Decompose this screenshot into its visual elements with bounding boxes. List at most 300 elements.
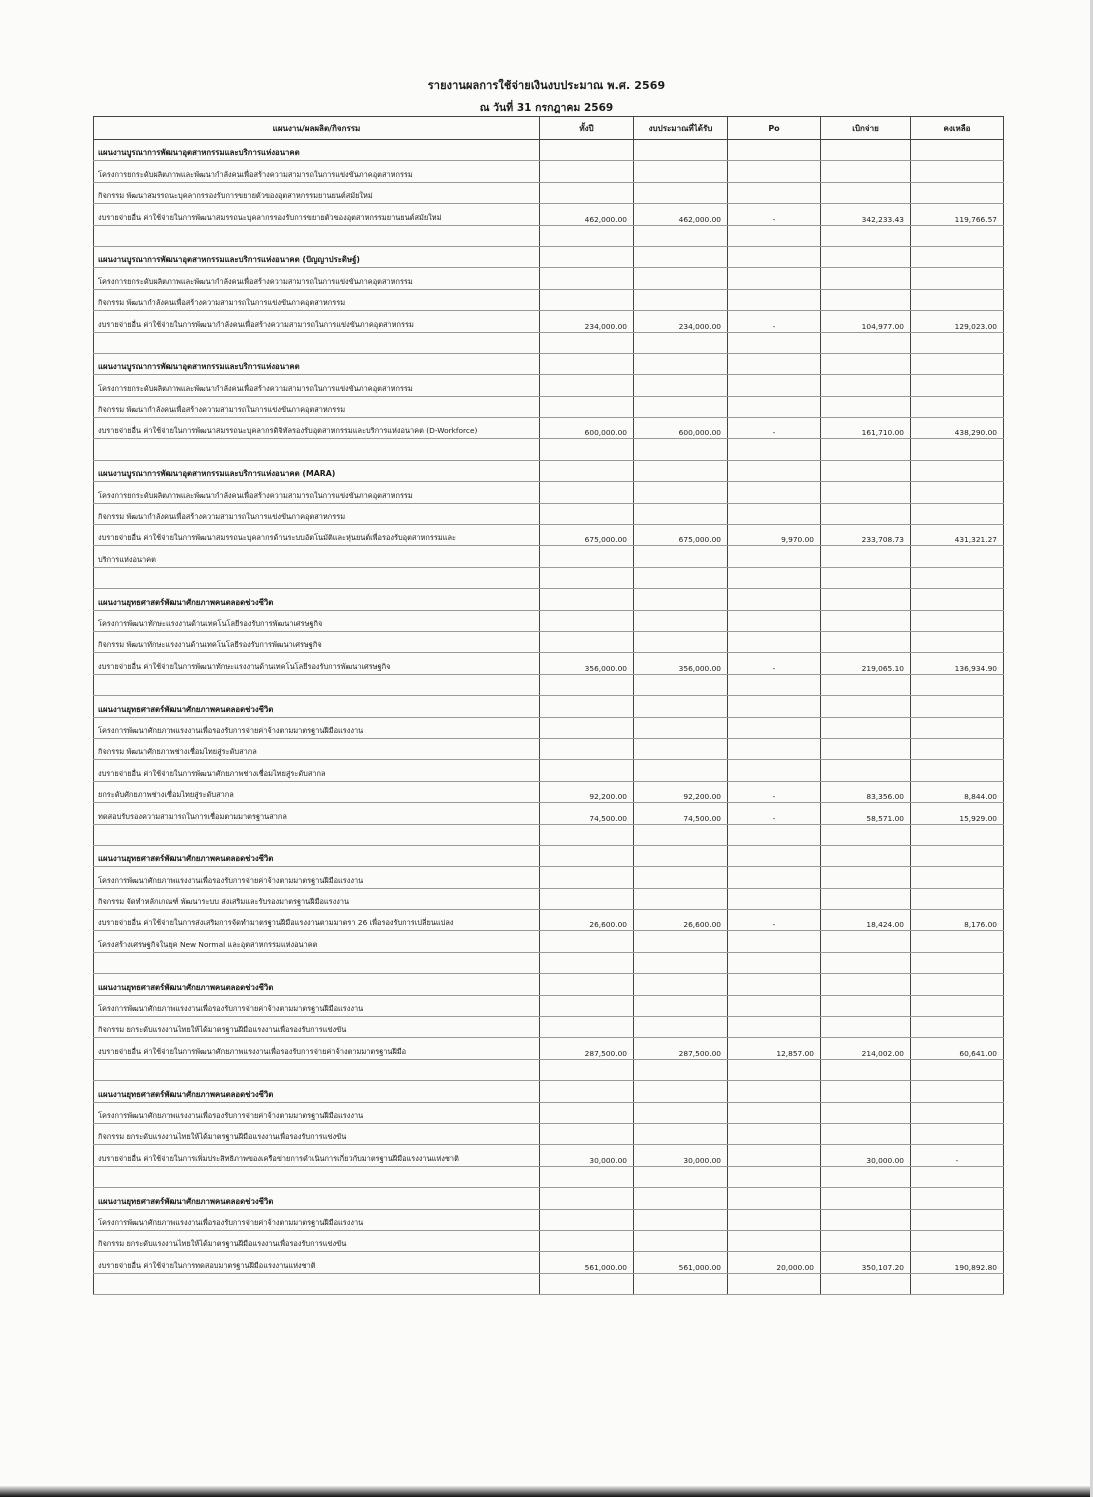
empty-cell: [911, 182, 1004, 203]
table-row: [94, 781, 1004, 802]
empty-cell: [94, 332, 540, 353]
empty-cell: [728, 760, 821, 781]
section-heading: แผนงานยุทธศาสตร์พัฒนาศักยภาพคนตลอดช่วงชีวิต: [94, 1081, 540, 1102]
empty-cell: [821, 332, 911, 353]
spacer-row: [94, 225, 1004, 246]
empty-cell: [634, 289, 728, 310]
table-row: [94, 1145, 1004, 1166]
line-text: โครงการพัฒนาศักยภาพแรงงานเพื่อรองรับการจ่ายค่าจ้างตามมาตรฐานฝีมือแรงงาน: [94, 1209, 540, 1230]
empty-cell: [911, 567, 1004, 588]
po-amount: -: [728, 653, 821, 674]
full-year-amount: 26,600.00: [540, 910, 634, 931]
empty-cell: [911, 268, 1004, 289]
empty-cell: [728, 1102, 821, 1123]
po-amount: -: [728, 910, 821, 931]
scan-bottom-edge: [0, 1486, 1093, 1497]
line-text: โครงการยกระดับผลิตภาพและพัฒนากำลังคนเพื่อสร้างความสามารถในการแข่งขันภาคอุตสาหกรรม: [94, 482, 540, 503]
disbursed-amount: 219,065.10: [821, 653, 911, 674]
empty-cell: [911, 439, 1004, 460]
empty-cell: [821, 268, 911, 289]
empty-cell: [540, 503, 634, 524]
section-heading-row: [94, 1188, 1004, 1209]
line-text: โครงการยกระดับผลิตภาพและพัฒนากำลังคนเพื่อสร้างความสามารถในการแข่งขันภาคอุตสาหกรรม: [94, 268, 540, 289]
table-row: [94, 204, 1004, 225]
empty-cell: [821, 396, 911, 417]
empty-cell: [634, 1081, 728, 1102]
empty-cell: [634, 631, 728, 652]
empty-cell: [540, 482, 634, 503]
section-heading-row: [94, 845, 1004, 866]
empty-cell: [821, 1017, 911, 1038]
po-amount: -: [728, 418, 821, 439]
empty-cell: [634, 396, 728, 417]
empty-cell: [540, 1017, 634, 1038]
empty-cell: [634, 225, 728, 246]
full-year-amount: 462,000.00: [540, 204, 634, 225]
section-line-row: [94, 1209, 1004, 1230]
section-line-row: [94, 888, 1004, 909]
section-line-row: [94, 161, 1004, 182]
remaining-amount: 15,929.00: [911, 803, 1004, 824]
empty-cell: [728, 353, 821, 374]
empty-cell: [728, 161, 821, 182]
empty-cell: [728, 845, 821, 866]
full-year-amount: 600,000.00: [540, 418, 634, 439]
empty-cell: [821, 824, 911, 845]
line-text: โครงการพัฒนาทักษะแรงงานด้านเทคโนโลยีรองรับการพัฒนาเศรษฐกิจ: [94, 610, 540, 631]
received-amount: 30,000.00: [634, 1145, 728, 1166]
section-line-row: [94, 738, 1004, 759]
line-text: กิจกรรม พัฒนากำลังคนเพื่อสร้างความสามารถในการแข่งขันภาคอุตสาหกรรม: [94, 503, 540, 524]
empty-cell: [821, 289, 911, 310]
empty-cell: [540, 1230, 634, 1251]
section-line-row: [94, 760, 1004, 781]
section-line-row: [94, 631, 1004, 652]
section-line-row: [94, 182, 1004, 203]
empty-cell: [911, 974, 1004, 995]
column-header-disbursed: เบิกจ่าย: [821, 117, 911, 140]
empty-cell: [634, 888, 728, 909]
full-year-amount: 561,000.00: [540, 1252, 634, 1273]
empty-cell: [821, 1188, 911, 1209]
empty-cell: [911, 546, 1004, 567]
po-amount: [728, 1145, 821, 1166]
empty-cell: [911, 845, 1004, 866]
section-line-row: [94, 375, 1004, 396]
empty-cell: [634, 738, 728, 759]
empty-cell: [540, 610, 634, 631]
empty-cell: [540, 439, 634, 460]
empty-cell: [540, 375, 634, 396]
column-header-plan: แผนงาน/ผลผลิต/กิจกรรม: [94, 117, 540, 140]
empty-cell: [728, 1230, 821, 1251]
empty-cell: [728, 674, 821, 695]
empty-cell: [634, 845, 728, 866]
remaining-amount: 8,176.00: [911, 910, 1004, 931]
empty-cell: [94, 567, 540, 588]
line-text: บริการแห่งอนาคต: [94, 546, 540, 567]
empty-cell: [728, 246, 821, 267]
empty-cell: [821, 567, 911, 588]
remaining-amount: -: [911, 1145, 1004, 1166]
table-header-row: [94, 117, 1004, 140]
empty-cell: [634, 931, 728, 952]
remaining-amount: 129,023.00: [911, 311, 1004, 332]
empty-cell: [911, 1059, 1004, 1080]
empty-cell: [634, 567, 728, 588]
empty-cell: [634, 696, 728, 717]
empty-cell: [821, 439, 911, 460]
empty-cell: [634, 161, 728, 182]
empty-cell: [821, 931, 911, 952]
empty-cell: [94, 1166, 540, 1187]
spacer-row: [94, 1273, 1004, 1294]
empty-cell: [821, 696, 911, 717]
disbursed-amount: 83,356.00: [821, 781, 911, 802]
empty-cell: [634, 760, 728, 781]
empty-cell: [634, 995, 728, 1016]
empty-cell: [634, 867, 728, 888]
line-text: กิจกรรม พัฒนาทักษะแรงงานด้านเทคโนโลยีรองรับการพัฒนาเศรษฐกิจ: [94, 631, 540, 652]
report-title: รายงานผลการใช้จ่ายเงินงบประมาณ พ.ศ. 2569: [427, 79, 666, 92]
empty-cell: [821, 546, 911, 567]
empty-cell: [911, 1123, 1004, 1144]
disbursed-amount: 342,233.43: [821, 204, 911, 225]
empty-cell: [540, 353, 634, 374]
empty-cell: [540, 567, 634, 588]
empty-cell: [911, 1017, 1004, 1038]
empty-cell: [911, 353, 1004, 374]
empty-cell: [540, 760, 634, 781]
empty-cell: [728, 995, 821, 1016]
empty-cell: [634, 1209, 728, 1230]
expense-label: งบรายจ่ายอื่น ค่าใช้จ่ายในการพัฒนาสมรรถนะบุคลากรดิจิทัลรองรับอุตสาหกรรมและบริการแห่งอนาคต (D-Workforce): [94, 418, 540, 439]
empty-cell: [821, 182, 911, 203]
empty-cell: [911, 460, 1004, 481]
section-heading: แผนงานยุทธศาสตร์พัฒนาศักยภาพคนตลอดช่วงชีวิต: [94, 696, 540, 717]
empty-cell: [911, 888, 1004, 909]
empty-cell: [821, 140, 911, 161]
empty-cell: [94, 824, 540, 845]
spacer-row: [94, 824, 1004, 845]
empty-cell: [728, 268, 821, 289]
expense-label: งบรายจ่ายอื่น ค่าใช้จ่ายในการพัฒนาสมรรถนะบุคลากรรองรับการขยายตัวของอุตสาหกรรมยานยนต์สมัยใหม่: [94, 204, 540, 225]
remaining-amount: 8,844.00: [911, 781, 1004, 802]
empty-cell: [821, 460, 911, 481]
expense-label: งบรายจ่ายอื่น ค่าใช้จ่ายในการพัฒนาทักษะแรงงานด้านเทคโนโลยีรองรับการพัฒนาเศรษฐกิจ: [94, 653, 540, 674]
expense-label: งบรายจ่ายอื่น ค่าใช้จ่ายในการส่งเสริมการจัดทำมาตรฐานฝีมือแรงงานตามมาตรา 26 เพื่อรองรับการเปลี่ยนแปลง: [94, 910, 540, 931]
empty-cell: [728, 332, 821, 353]
empty-cell: [911, 375, 1004, 396]
line-text: โครงการพัฒนาศักยภาพแรงงานเพื่อรองรับการจ่ายค่าจ้างตามมาตรฐานฝีมือแรงงาน: [94, 1102, 540, 1123]
empty-cell: [634, 717, 728, 738]
empty-cell: [634, 610, 728, 631]
column-header-po: Po: [728, 117, 821, 140]
full-year-amount: 287,500.00: [540, 1038, 634, 1059]
empty-cell: [94, 952, 540, 973]
remaining-amount: 190,892.80: [911, 1252, 1004, 1273]
empty-cell: [540, 246, 634, 267]
section-heading-row: [94, 974, 1004, 995]
empty-cell: [911, 824, 1004, 845]
empty-cell: [821, 1059, 911, 1080]
empty-cell: [728, 974, 821, 995]
empty-cell: [728, 460, 821, 481]
empty-cell: [728, 503, 821, 524]
empty-cell: [540, 1081, 634, 1102]
report-date: ณ วันที่ 31 กรกฎาคม 2569: [479, 102, 614, 114]
empty-cell: [821, 631, 911, 652]
empty-cell: [540, 1273, 634, 1294]
empty-cell: [634, 546, 728, 567]
disbursed-amount: 350,107.20: [821, 1252, 911, 1273]
empty-cell: [911, 867, 1004, 888]
column-header-remaining: คงเหลือ: [911, 117, 1004, 140]
table-row: [94, 1038, 1004, 1059]
received-amount: 26,600.00: [634, 910, 728, 931]
empty-cell: [540, 1209, 634, 1230]
empty-cell: [911, 610, 1004, 631]
empty-cell: [540, 225, 634, 246]
empty-cell: [540, 1166, 634, 1187]
received-amount: 561,000.00: [634, 1252, 728, 1273]
empty-cell: [728, 610, 821, 631]
received-amount: 92,200.00: [634, 781, 728, 802]
empty-cell: [911, 696, 1004, 717]
empty-cell: [911, 332, 1004, 353]
empty-cell: [728, 182, 821, 203]
empty-cell: [821, 1230, 911, 1251]
empty-cell: [911, 1102, 1004, 1123]
empty-cell: [540, 589, 634, 610]
spacer-row: [94, 674, 1004, 695]
budget-table-container: [93, 116, 1003, 1295]
remaining-amount: 119,766.57: [911, 204, 1004, 225]
section-heading: แผนงานยุทธศาสตร์พัฒนาศักยภาพคนตลอดช่วงชีวิต: [94, 974, 540, 995]
empty-cell: [540, 161, 634, 182]
empty-cell: [911, 140, 1004, 161]
spacer-row: [94, 1166, 1004, 1187]
empty-cell: [634, 246, 728, 267]
section-heading-row: [94, 460, 1004, 481]
po-amount: -: [728, 204, 821, 225]
po-amount: -: [728, 781, 821, 802]
empty-cell: [728, 289, 821, 310]
full-year-amount: 74,500.00: [540, 803, 634, 824]
empty-cell: [634, 353, 728, 374]
expense-label: งบรายจ่ายอื่น ค่าใช้จ่ายในการพัฒนากำลังคนเพื่อสร้างความสามารถในการแข่งขันภาคอุตสาหกรรม: [94, 311, 540, 332]
empty-cell: [821, 845, 911, 866]
empty-cell: [634, 674, 728, 695]
empty-cell: [634, 332, 728, 353]
remaining-amount: 431,321.27: [911, 525, 1004, 546]
empty-cell: [728, 396, 821, 417]
empty-cell: [821, 375, 911, 396]
received-amount: 462,000.00: [634, 204, 728, 225]
empty-cell: [821, 1273, 911, 1294]
line-text: โครงการยกระดับผลิตภาพและพัฒนากำลังคนเพื่อสร้างความสามารถในการแข่งขันภาคอุตสาหกรรม: [94, 375, 540, 396]
empty-cell: [728, 717, 821, 738]
empty-cell: [821, 482, 911, 503]
empty-cell: [634, 268, 728, 289]
empty-cell: [728, 867, 821, 888]
empty-cell: [728, 1188, 821, 1209]
empty-cell: [540, 182, 634, 203]
disbursed-amount: 161,710.00: [821, 418, 911, 439]
table-row: [94, 311, 1004, 332]
empty-cell: [821, 738, 911, 759]
empty-cell: [634, 182, 728, 203]
expense-label: งบรายจ่ายอื่น ค่าใช้จ่ายในการทดสอบมาตรฐานฝีมือแรงงานแห่งชาติ: [94, 1252, 540, 1273]
empty-cell: [728, 824, 821, 845]
empty-cell: [911, 674, 1004, 695]
empty-cell: [728, 589, 821, 610]
empty-cell: [728, 1166, 821, 1187]
empty-cell: [540, 696, 634, 717]
empty-cell: [634, 375, 728, 396]
received-amount: 356,000.00: [634, 653, 728, 674]
empty-cell: [540, 674, 634, 695]
empty-cell: [821, 246, 911, 267]
empty-cell: [911, 482, 1004, 503]
empty-cell: [728, 738, 821, 759]
empty-cell: [911, 589, 1004, 610]
po-amount: -: [728, 803, 821, 824]
empty-cell: [94, 1273, 540, 1294]
empty-cell: [911, 289, 1004, 310]
line-text: กิจกรรม ยกระดับแรงงานไทยให้ได้มาตรฐานฝีมือแรงงานเพื่อรองรับการแข่งขัน: [94, 1017, 540, 1038]
empty-cell: [911, 1166, 1004, 1187]
remaining-amount: 136,934.90: [911, 653, 1004, 674]
empty-cell: [728, 1081, 821, 1102]
empty-cell: [634, 1102, 728, 1123]
column-header-received: งบประมาณที่ได้รับ: [634, 117, 728, 140]
section-line-row: [94, 610, 1004, 631]
empty-cell: [540, 974, 634, 995]
empty-cell: [728, 1273, 821, 1294]
line-text: โครงการพัฒนาศักยภาพแรงงานเพื่อรองรับการจ่ายค่าจ้างตามมาตรฐานฝีมือแรงงาน: [94, 717, 540, 738]
empty-cell: [728, 1209, 821, 1230]
empty-cell: [728, 439, 821, 460]
empty-cell: [911, 161, 1004, 182]
line-text: โครงการพัฒนาศักยภาพแรงงานเพื่อรองรับการจ่ายค่าจ้างตามมาตรฐานฝีมือแรงงาน: [94, 995, 540, 1016]
spacer-row: [94, 952, 1004, 973]
empty-cell: [821, 974, 911, 995]
section-line-row: [94, 546, 1004, 567]
expense-label: ทดสอบรับรองความสามารถในการเชื่อมตามมาตรฐานสากล: [94, 803, 540, 824]
empty-cell: [911, 1188, 1004, 1209]
remaining-amount: 438,290.00: [911, 418, 1004, 439]
empty-cell: [540, 824, 634, 845]
section-heading: แผนงานยุทธศาสตร์พัฒนาศักยภาพคนตลอดช่วงชีวิต: [94, 589, 540, 610]
section-line-row: [94, 1102, 1004, 1123]
empty-cell: [728, 1123, 821, 1144]
empty-cell: [911, 760, 1004, 781]
empty-cell: [821, 1123, 911, 1144]
empty-cell: [911, 1209, 1004, 1230]
section-heading: แผนงานบูรณาการพัฒนาอุตสาหกรรมและบริการแห่งอนาคต: [94, 353, 540, 374]
empty-cell: [634, 589, 728, 610]
empty-cell: [634, 439, 728, 460]
line-text: กิจกรรม ยกระดับแรงงานไทยให้ได้มาตรฐานฝีมือแรงงานเพื่อรองรับการแข่งขัน: [94, 1123, 540, 1144]
expense-label: ยกระดับศักยภาพช่างเชื่อมไทยสู่ระดับสากล: [94, 781, 540, 802]
empty-cell: [911, 738, 1004, 759]
section-line-row: [94, 482, 1004, 503]
empty-cell: [94, 674, 540, 695]
empty-cell: [821, 589, 911, 610]
expense-label: งบรายจ่ายอื่น ค่าใช้จ่ายในการเพิ่มประสิทธิภาพของเครือข่ายการดำเนินการเกี่ยวกับมาตรฐานฝีมือแรงงานแห่งชาติ: [94, 1145, 540, 1166]
received-amount: 287,500.00: [634, 1038, 728, 1059]
empty-cell: [634, 824, 728, 845]
empty-cell: [728, 631, 821, 652]
section-line-row: [94, 995, 1004, 1016]
empty-cell: [821, 888, 911, 909]
section-heading-row: [94, 140, 1004, 161]
section-heading-row: [94, 246, 1004, 267]
line-text: งบรายจ่ายอื่น ค่าใช้จ่ายในการพัฒนาศักยภาพช่างเชื่อมไทยสู่ระดับสากล: [94, 760, 540, 781]
received-amount: 234,000.00: [634, 311, 728, 332]
section-line-row: [94, 1017, 1004, 1038]
empty-cell: [821, 503, 911, 524]
empty-cell: [634, 482, 728, 503]
po-amount: 12,857.00: [728, 1038, 821, 1059]
empty-cell: [540, 268, 634, 289]
empty-cell: [94, 1059, 540, 1080]
section-heading-row: [94, 353, 1004, 374]
section-heading: แผนงานบูรณาการพัฒนาอุตสาหกรรมและบริการแห่งอนาคต: [94, 140, 540, 161]
empty-cell: [911, 396, 1004, 417]
empty-cell: [540, 952, 634, 973]
empty-cell: [821, 760, 911, 781]
empty-cell: [821, 610, 911, 631]
empty-cell: [540, 888, 634, 909]
empty-cell: [634, 952, 728, 973]
empty-cell: [94, 225, 540, 246]
table-row: [94, 803, 1004, 824]
empty-cell: [911, 995, 1004, 1016]
empty-cell: [634, 503, 728, 524]
table-row: [94, 525, 1004, 546]
empty-cell: [821, 161, 911, 182]
section-line-row: [94, 1123, 1004, 1144]
line-text: กิจกรรม พัฒนากำลังคนเพื่อสร้างความสามารถในการแข่งขันภาคอุตสาหกรรม: [94, 289, 540, 310]
section-line-row: [94, 867, 1004, 888]
po-amount: 9,970.00: [728, 525, 821, 546]
empty-cell: [821, 353, 911, 374]
empty-cell: [821, 225, 911, 246]
section-line-row: [94, 717, 1004, 738]
empty-cell: [540, 931, 634, 952]
empty-cell: [540, 332, 634, 353]
line-text: กิจกรรม ยกระดับแรงงานไทยให้ได้มาตรฐานฝีมือแรงงานเพื่อรองรับการแข่งขัน: [94, 1230, 540, 1251]
line-text: โครงสร้างเศรษฐกิจในยุค New Normal และอุตสาหกรรมแห่งอนาคต: [94, 931, 540, 952]
empty-cell: [634, 1273, 728, 1294]
section-line-row: [94, 396, 1004, 417]
line-text: โครงการพัฒนาศักยภาพแรงงานเพื่อรองรับการจ่ายค่าจ้างตามมาตรฐานฝีมือแรงงาน: [94, 867, 540, 888]
empty-cell: [821, 867, 911, 888]
empty-cell: [634, 1017, 728, 1038]
section-heading: แผนงานบูรณาการพัฒนาอุตสาหกรรมและบริการแห่งอนาคต (ปัญญาประดิษฐ์): [94, 246, 540, 267]
full-year-amount: 30,000.00: [540, 1145, 634, 1166]
full-year-amount: 675,000.00: [540, 525, 634, 546]
budget-table: [93, 116, 1004, 1295]
section-line-row: [94, 268, 1004, 289]
full-year-amount: 234,000.00: [540, 311, 634, 332]
remaining-amount: 60,641.00: [911, 1038, 1004, 1059]
section-heading: แผนงานยุทธศาสตร์พัฒนาศักยภาพคนตลอดช่วงชีวิต: [94, 1188, 540, 1209]
po-amount: -: [728, 311, 821, 332]
spacer-row: [94, 332, 1004, 353]
